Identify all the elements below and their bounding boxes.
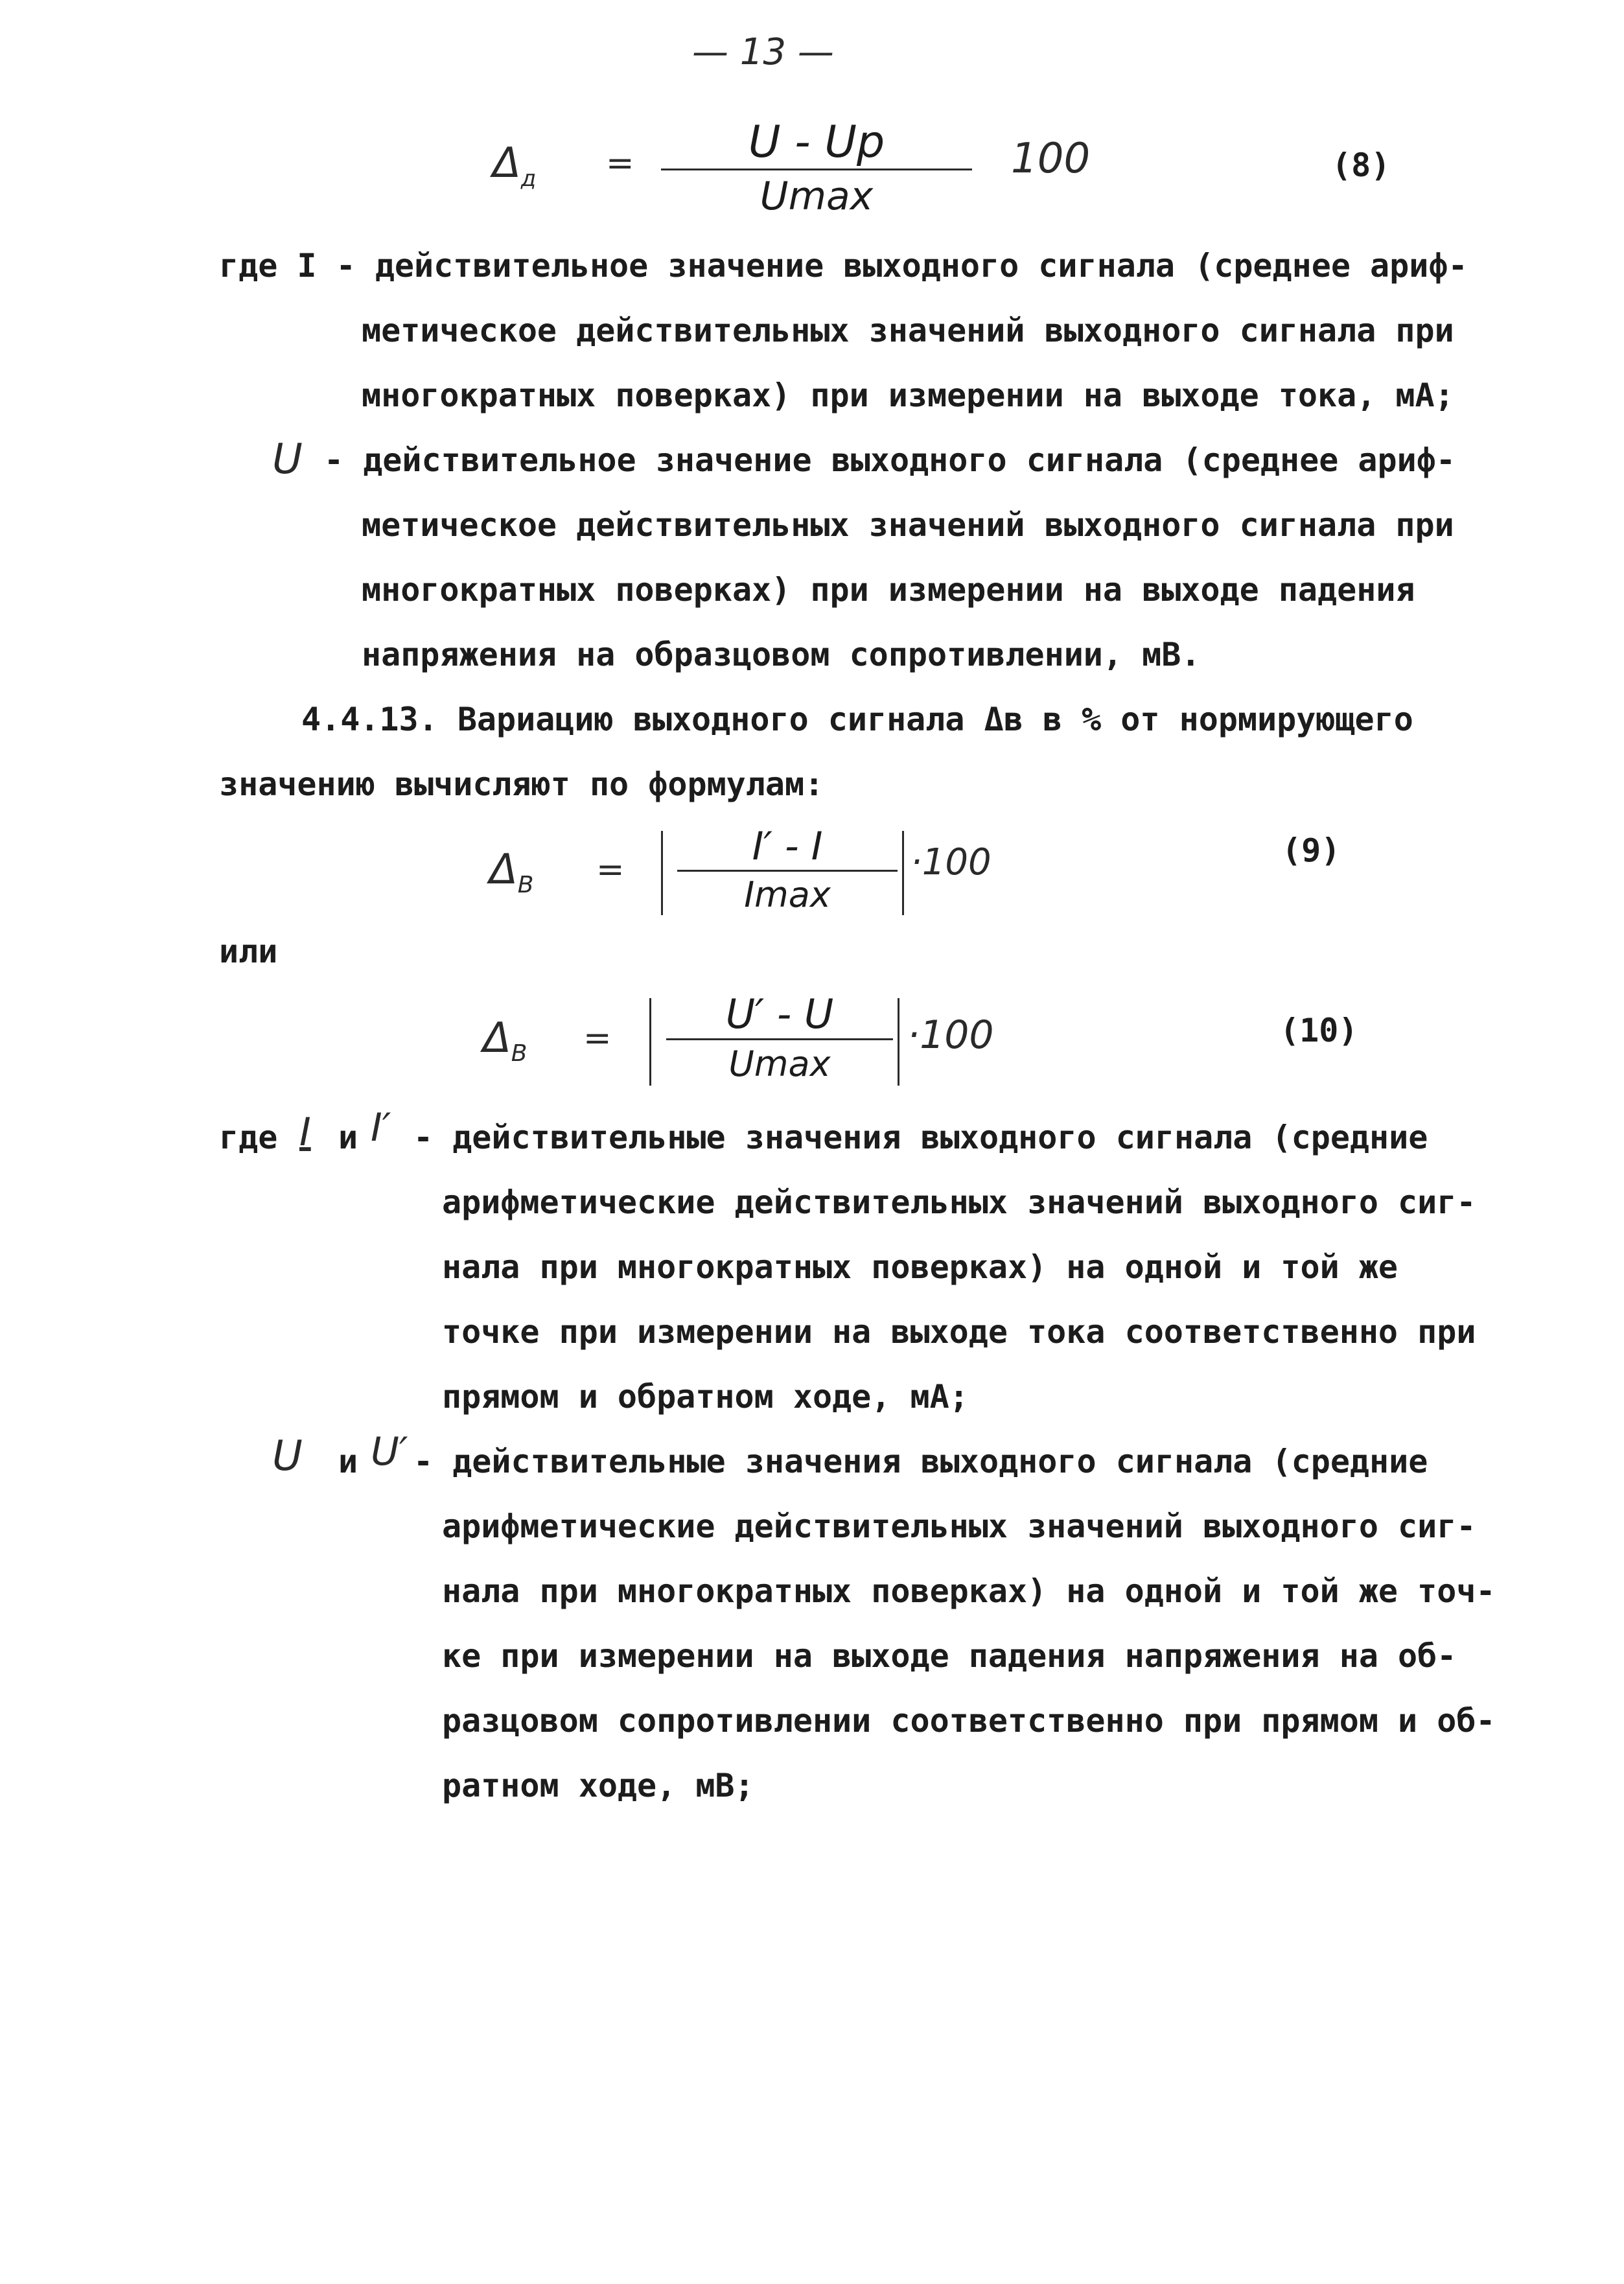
formula-8-lhs: $\Delta_д$ bbox=[493, 139, 537, 192]
para4-symbol-i: I bbox=[299, 1110, 311, 1155]
para3-line2: значению вычисляют по формулам: bbox=[219, 765, 824, 803]
formula-10-denominator: Umax bbox=[728, 1043, 831, 1084]
formula-10-numerator: U′ - U bbox=[725, 990, 834, 1038]
formula-9-number: (9) bbox=[1282, 832, 1341, 869]
para5-symbol-u: U bbox=[272, 1432, 303, 1480]
formula-8-number: (8) bbox=[1332, 146, 1391, 184]
para1-line1: где I - действительное значение выходного сигнала (среднее ариф- bbox=[219, 247, 1468, 285]
formula-10-abs-left bbox=[649, 998, 651, 1086]
page-number: — 13 — bbox=[692, 31, 834, 73]
para1-line2: метическое действительных значений выходного сигнала при bbox=[362, 312, 1454, 349]
para2-symbol: U bbox=[272, 436, 303, 484]
para4-line4: точке при измерении на выходе тока соответственно при bbox=[442, 1313, 1476, 1351]
formula-8-factor: 100 bbox=[1011, 135, 1091, 183]
formula-9-numerator: I′ - I bbox=[752, 824, 823, 869]
formula-10-factor: ·100 bbox=[907, 1012, 994, 1058]
formula-10-equals: = bbox=[583, 1019, 612, 1058]
para5-and: и bbox=[338, 1443, 358, 1480]
para5-symbol-u-prime: U′ bbox=[371, 1429, 408, 1474]
formula-9-factor: ·100 bbox=[911, 841, 992, 883]
formula-10-abs-right bbox=[898, 998, 899, 1086]
formula-9-abs-right bbox=[902, 831, 904, 915]
formula-10-number: (10) bbox=[1280, 1012, 1358, 1049]
para4-line2: арифметические действительных значений выходного сиг- bbox=[442, 1183, 1476, 1221]
formula-8-denominator: Umax bbox=[760, 174, 874, 219]
para3-line1: 4.4.13. Вариацию выходного сигнала Δв в % от нормирующего bbox=[301, 701, 1413, 738]
para2-line3: многократных поверках) при измерении на выходе падения bbox=[362, 571, 1415, 609]
para5-line5: разцовом сопротивлении соответственно при прямом и об- bbox=[442, 1702, 1496, 1740]
formula-9-abs-left bbox=[661, 831, 663, 915]
para2-line1: - действительное значение выходного сигнала (среднее ариф- bbox=[324, 441, 1456, 479]
para2-line4: напряжения на образцовом сопротивлении, мВ. bbox=[362, 636, 1201, 673]
para2-line2: метическое действительных значений выходного сигнала при bbox=[362, 506, 1454, 544]
para5-line1: - действительные значения выходного сигнала (средние bbox=[413, 1443, 1428, 1480]
formula-9-equals: = bbox=[596, 850, 625, 889]
formula-9-fraction bbox=[677, 823, 898, 918]
formula-8-numerator: U - Up bbox=[748, 117, 885, 168]
para4-line1: - действительные значения выходного сигнала (средние bbox=[413, 1119, 1428, 1156]
para5-line6: ратном ходе, мВ; bbox=[442, 1767, 754, 1804]
para4-line5: прямом и обратном ходе, мА; bbox=[442, 1378, 969, 1416]
para4-symbol-i-prime: I′ bbox=[371, 1105, 391, 1150]
para1-line3: многократных поверках) при измерении на выходе тока, мА; bbox=[362, 377, 1454, 414]
para5-line4: ке при измерении на выходе падения напряжения на об- bbox=[442, 1637, 1457, 1675]
para5-line3: нала при многократных поверках) на одной и той же точ- bbox=[442, 1572, 1496, 1610]
formula-9-lhs: $\Delta_B$ bbox=[489, 846, 534, 898]
formula-10-lhs: $\Delta_B$ bbox=[483, 1014, 528, 1067]
formula-10-fraction bbox=[666, 990, 893, 1088]
para4-line3: нала при многократных поверках) на одной и той же bbox=[442, 1248, 1398, 1286]
formula-9-denominator: Imax bbox=[744, 874, 831, 915]
para4-prefix: где bbox=[219, 1119, 278, 1156]
or-text: или bbox=[219, 933, 278, 970]
para4-and: и bbox=[338, 1119, 358, 1156]
formula-8-fraction bbox=[661, 117, 972, 222]
para5-line2: арифметические действительных значений выходного сиг- bbox=[442, 1508, 1476, 1545]
formula-8-equals: = bbox=[606, 144, 634, 183]
